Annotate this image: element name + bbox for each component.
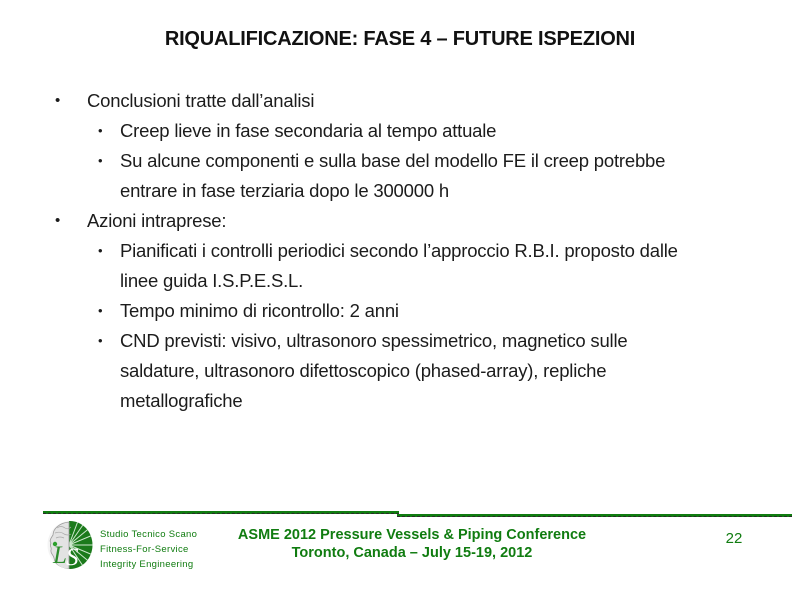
bullet-text: Pianificati i controlli periodici secondo l’approccio R.B.I. proposto dalle linee guida I.S.P.E.S.L. <box>120 240 678 291</box>
bullet-item <box>0 146 770 206</box>
footer-divider-right <box>397 514 792 517</box>
bullet-marker: • <box>98 303 103 318</box>
bullet-marker: • <box>98 153 103 168</box>
bullet-list <box>0 86 770 416</box>
studio-tagline-2: Integrity Engineering <box>100 559 194 570</box>
conference-info <box>12 527 800 562</box>
bullet-item <box>0 116 770 146</box>
bullet-marker: • <box>55 92 61 109</box>
bullet-marker: • <box>55 212 61 229</box>
slide-title: RIQUALIFICAZIONE: FASE 4 – FUTURE ISPEZIONI <box>164 28 636 50</box>
bullet-marker: • <box>98 123 103 138</box>
bullet-marker: • <box>98 333 103 348</box>
bullet-text: Conclusioni tratte dall’analisi <box>87 90 315 111</box>
bullet-text: Azioni intraprese: <box>87 210 227 231</box>
studio-tagline-1: Fitness-For-Service <box>100 544 189 555</box>
footer-divider-left <box>43 511 399 514</box>
conference-name: ASME 2012 Pressure Vessels & Piping Conference <box>237 527 587 543</box>
logo-letter-l: L <box>53 542 67 569</box>
conference-location-date: Toronto, Canada – July 15-19, 2012 <box>291 544 533 561</box>
bullet-item <box>0 206 770 236</box>
bullet-text: Tempo minimo di ricontrollo: 2 anni <box>120 300 399 321</box>
bullet-text: Creep lieve in fase secondaria al tempo attuale <box>120 120 497 141</box>
bullet-item <box>0 296 770 326</box>
bullet-item <box>0 86 770 116</box>
bullet-text: CND previsti: visivo, ultrasonoro spessimetrico, magnetico sulle saldature, ultrasonoro difettoscopico (phased-array), repliche metallografiche <box>120 330 628 411</box>
bullet-marker: • <box>98 243 103 258</box>
page-number: 22 <box>725 530 743 547</box>
bullet-text: Su alcune componenti e sulla base del modello FE il creep potrebbe entrare in fase terziaria dopo le 300000 h <box>120 150 666 201</box>
logo-letter-s: S <box>66 544 79 571</box>
bullet-item <box>0 326 770 416</box>
bullet-item <box>0 236 770 296</box>
studio-name: Studio Tecnico Scano <box>100 529 198 540</box>
